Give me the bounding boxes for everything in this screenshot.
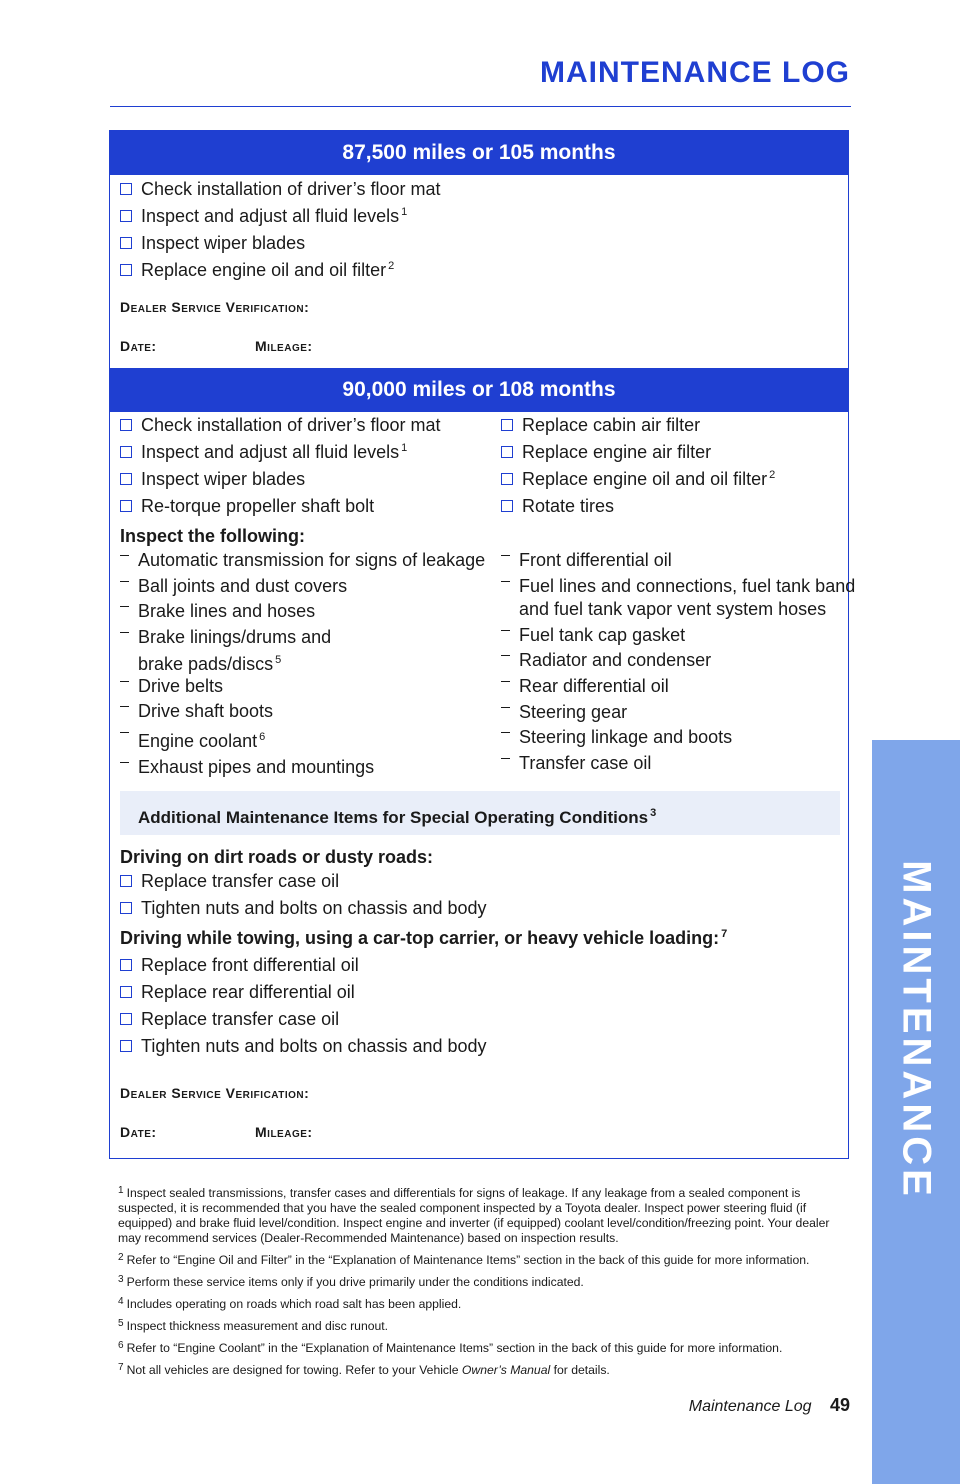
dash-bullet-icon bbox=[501, 555, 510, 556]
checklist-item bbox=[120, 1009, 339, 1030]
inspect-item-text: Exhaust pipes and mountings bbox=[138, 757, 375, 777]
section-90000-header: 90,000 miles or 108 months bbox=[110, 368, 848, 412]
checklist-item-text: Check installation of driver’s floor mat bbox=[141, 179, 441, 199]
checklist-item-text: Inspect wiper blades bbox=[141, 469, 306, 489]
footnote-ref: 1 bbox=[401, 206, 408, 218]
footer-label: Maintenance Log bbox=[688, 1398, 812, 1415]
inspect-item bbox=[501, 726, 732, 749]
footnote-7 bbox=[118, 1360, 842, 1378]
checklist-item-text: Replace transfer case oil bbox=[141, 1009, 340, 1029]
checkbox-icon[interactable] bbox=[120, 419, 132, 431]
dash-bullet-icon bbox=[501, 707, 510, 708]
dash-bullet-icon bbox=[120, 732, 129, 733]
section-90000-verification bbox=[120, 1085, 309, 1101]
inspect-item-text: Radiator and condenser bbox=[519, 650, 712, 670]
section-87500-mileage bbox=[255, 338, 313, 354]
checklist-item bbox=[501, 442, 711, 463]
inspect-item bbox=[501, 675, 669, 698]
checklist-item bbox=[120, 871, 339, 892]
checklist-item bbox=[120, 898, 487, 919]
checklist-item bbox=[120, 260, 394, 281]
inspect-item bbox=[120, 700, 273, 723]
footnote-number: 5 bbox=[118, 1318, 124, 1329]
footnote-2 bbox=[118, 1250, 842, 1268]
mileage-label: Mileage: bbox=[255, 338, 313, 354]
section-90000-date bbox=[120, 1124, 157, 1140]
checkbox-icon[interactable] bbox=[120, 446, 132, 458]
checklist-item bbox=[501, 469, 775, 490]
checklist-item-text: Replace transfer case oil bbox=[141, 871, 340, 891]
dash-bullet-icon bbox=[501, 681, 510, 682]
checkbox-icon[interactable] bbox=[120, 986, 132, 998]
checkbox-icon[interactable] bbox=[120, 237, 132, 249]
footnote-ref: 1 bbox=[401, 442, 408, 454]
inspect-item-text: Rear differential oil bbox=[519, 676, 669, 696]
checkbox-icon[interactable] bbox=[120, 1040, 132, 1052]
side-tab-label: MAINTENANCE bbox=[894, 860, 939, 1200]
inspect-item-text: Transfer case oil bbox=[519, 753, 652, 773]
footnote-italic-text: Owner’s Manual bbox=[461, 1363, 551, 1377]
dash-bullet-icon bbox=[501, 758, 510, 759]
inspect-item bbox=[120, 600, 315, 623]
checklist-item-text: Replace rear differential oil bbox=[141, 982, 355, 1002]
dash-bullet-icon bbox=[120, 706, 129, 707]
inspect-item bbox=[120, 626, 331, 676]
inspect-heading: Inspect the following: bbox=[120, 526, 305, 546]
inspect-item bbox=[501, 575, 855, 621]
checkbox-icon[interactable] bbox=[501, 446, 513, 458]
footnote-number: 4 bbox=[118, 1296, 124, 1307]
dash-bullet-icon bbox=[120, 555, 129, 556]
footnote-5 bbox=[118, 1316, 842, 1334]
section-87500-header: 87,500 miles or 105 months bbox=[110, 131, 848, 175]
inspect-item-text: Automatic transmission for signs of leakage bbox=[138, 550, 486, 570]
checkbox-icon[interactable] bbox=[120, 902, 132, 914]
checkbox-icon[interactable] bbox=[120, 210, 132, 222]
checklist-item-text: Inspect and adjust all fluid levels bbox=[141, 442, 400, 462]
inspect-item bbox=[120, 756, 374, 779]
footnote-1 bbox=[118, 1183, 842, 1246]
checkbox-icon[interactable] bbox=[501, 473, 513, 485]
dash-bullet-icon bbox=[120, 681, 129, 682]
checklist-item-text: Rotate tires bbox=[522, 496, 615, 516]
towing-heading: Driving while towing, using a car-top carrier, or heavy vehicle loading: $^7$ bbox=[120, 928, 728, 948]
additional-maintenance-title: Additional Maintenance Items for Special Operating Conditions $^3$ bbox=[138, 807, 657, 827]
inspect-item-text: Brake lines and hoses bbox=[138, 601, 316, 621]
checklist-item bbox=[120, 442, 407, 463]
checkbox-icon[interactable] bbox=[120, 183, 132, 195]
checklist-item-text: Replace engine oil and oil filter bbox=[522, 469, 768, 489]
checklist-item bbox=[120, 415, 440, 436]
checkbox-icon[interactable] bbox=[120, 959, 132, 971]
footnote-ref: 6 bbox=[259, 731, 266, 743]
checklist-item bbox=[120, 469, 305, 490]
footnote-number: 7 bbox=[118, 1362, 124, 1373]
inspect-item-text: Brake linings/drums and bbox=[138, 627, 332, 647]
checkbox-icon[interactable] bbox=[120, 875, 132, 887]
dash-bullet-icon bbox=[120, 632, 129, 633]
checklist-item bbox=[120, 496, 374, 517]
checklist-item-text: Tighten nuts and bolts on chassis and body bbox=[141, 1036, 487, 1056]
inspect-item-text: Fuel tank cap gasket bbox=[519, 625, 686, 645]
footnote-6 bbox=[118, 1338, 842, 1356]
inspect-item-text: and fuel tank vapor vent system hoses bbox=[519, 599, 827, 619]
footnote-text-after: for details. bbox=[550, 1363, 610, 1377]
checklist-item bbox=[120, 179, 440, 200]
checklist-item bbox=[120, 1036, 487, 1057]
checklist-item-text: Inspect and adjust all fluid levels bbox=[141, 206, 400, 226]
inspect-item bbox=[501, 752, 651, 775]
inspect-item bbox=[501, 549, 672, 572]
section-side-tab bbox=[872, 740, 960, 1484]
section-87500-verification bbox=[120, 299, 309, 315]
inspect-item-text: Steering linkage and boots bbox=[519, 727, 733, 747]
inspect-item-text: Fuel lines and connections, fuel tank band bbox=[519, 576, 856, 596]
section-87500-date bbox=[120, 338, 157, 354]
dash-bullet-icon bbox=[501, 655, 510, 656]
checklist-item bbox=[120, 955, 359, 976]
footnote-number: 6 bbox=[118, 1340, 124, 1351]
dash-bullet-icon bbox=[120, 581, 129, 582]
checklist-item-text: Replace cabin air filter bbox=[522, 415, 701, 435]
inspect-item-text: brake pads/discs bbox=[138, 654, 274, 674]
date-label: Date: bbox=[120, 1124, 157, 1140]
additional-maintenance-band bbox=[120, 791, 840, 835]
title-divider bbox=[110, 106, 851, 107]
footnote-number: 2 bbox=[118, 1252, 124, 1263]
footnote-text: Includes operating on roads which road salt has been applied. bbox=[126, 1297, 462, 1311]
dash-bullet-icon bbox=[120, 606, 129, 607]
inspect-item-text: Drive shaft boots bbox=[138, 701, 274, 721]
footnote-number: 1 bbox=[118, 1185, 124, 1196]
inspect-item bbox=[120, 675, 223, 698]
inspect-item bbox=[501, 624, 685, 647]
page-title: MAINTENANCE LOG bbox=[540, 56, 850, 89]
checklist-item bbox=[501, 415, 700, 436]
checklist-item-text: Inspect wiper blades bbox=[141, 233, 306, 253]
checklist-item bbox=[120, 233, 305, 254]
footnote-text: Perform these service items only if you drive primarily under the conditions indicated. bbox=[126, 1275, 584, 1289]
verification-label: Dealer Service Verification: bbox=[120, 299, 310, 315]
footnote-ref: 2 bbox=[388, 260, 395, 272]
checklist-item-text: Check installation of driver’s floor mat bbox=[141, 415, 441, 435]
footnote-text: Refer to “Engine Oil and Filter” in the “Explanation of Maintenance Items” section in the back of this guide for more information. bbox=[126, 1253, 810, 1267]
inspect-item-text: Drive belts bbox=[138, 676, 224, 696]
dash-bullet-icon bbox=[120, 762, 129, 763]
dash-bullet-icon bbox=[501, 581, 510, 582]
footnote-text: Inspect sealed transmissions, transfer cases and differentials for signs of leakage. If any leakage from a sealed component is suspected, it is recommended that you have the sealed component inspected by a Toyota dealer. Inspect power steering fluid (if equipped) and brake fluid level/condition. Inspect engine and inverter (if equipped) coolant level/condition/freezing point. Your dealer may recommend services (Dealer-Recommended Maintenance) based on inspection results. bbox=[118, 1186, 830, 1245]
footnotes bbox=[118, 1183, 842, 1382]
checkbox-icon[interactable] bbox=[120, 264, 132, 276]
inspect-item bbox=[120, 575, 347, 598]
footnote-ref: 2 bbox=[769, 469, 776, 481]
checklist-item-text: Tighten nuts and bolts on chassis and body bbox=[141, 898, 487, 918]
checklist-item-text: Replace engine oil and oil filter bbox=[141, 260, 387, 280]
section-90000-mileage bbox=[255, 1124, 313, 1140]
footnote-ref: 5 bbox=[275, 654, 282, 666]
checklist-item-text: Re-torque propeller shaft bolt bbox=[141, 496, 375, 516]
checkbox-icon[interactable] bbox=[120, 500, 132, 512]
inspect-item bbox=[120, 549, 485, 572]
dash-bullet-icon bbox=[501, 732, 510, 733]
inspect-item bbox=[120, 726, 265, 753]
page-number: 49 bbox=[829, 1395, 850, 1415]
footnote-text: Not all vehicles are designed for towing. Refer to your Vehicle bbox=[126, 1363, 462, 1377]
maintenance-log-box bbox=[109, 130, 856, 1159]
footnote-text: Inspect thickness measurement and disc runout. bbox=[126, 1319, 389, 1333]
inspect-item-text: Front differential oil bbox=[519, 550, 672, 570]
page-footer bbox=[689, 1395, 850, 1416]
checklist-item bbox=[120, 982, 355, 1003]
checklist-item bbox=[120, 206, 407, 227]
footnote-text: Refer to “Engine Coolant” in the “Explanation of Maintenance Items” section in the back of this guide for more information. bbox=[126, 1341, 783, 1355]
dirt-roads-heading: Driving on dirt roads or dusty roads: bbox=[120, 847, 434, 867]
checklist-item-text: Replace front differential oil bbox=[141, 955, 359, 975]
footnote-number: 3 bbox=[118, 1274, 124, 1285]
checklist-item bbox=[501, 496, 614, 517]
checkbox-icon[interactable] bbox=[501, 500, 513, 512]
checkbox-icon[interactable] bbox=[120, 1013, 132, 1025]
checklist-item-text: Replace engine air filter bbox=[522, 442, 712, 462]
checkbox-icon[interactable] bbox=[120, 473, 132, 485]
date-label: Date: bbox=[120, 338, 157, 354]
inspect-item-text: Ball joints and dust covers bbox=[138, 576, 348, 596]
footnote-3 bbox=[118, 1272, 842, 1290]
verification-label: Dealer Service Verification: bbox=[120, 1085, 310, 1101]
inspect-item-text: Engine coolant bbox=[138, 731, 258, 751]
inspect-item bbox=[501, 701, 627, 724]
inspect-item-text: Steering gear bbox=[519, 702, 628, 722]
mileage-label: Mileage: bbox=[255, 1124, 313, 1140]
checkbox-icon[interactable] bbox=[501, 419, 513, 431]
footnote-4 bbox=[118, 1294, 842, 1312]
inspect-item bbox=[501, 649, 711, 672]
dash-bullet-icon bbox=[501, 630, 510, 631]
